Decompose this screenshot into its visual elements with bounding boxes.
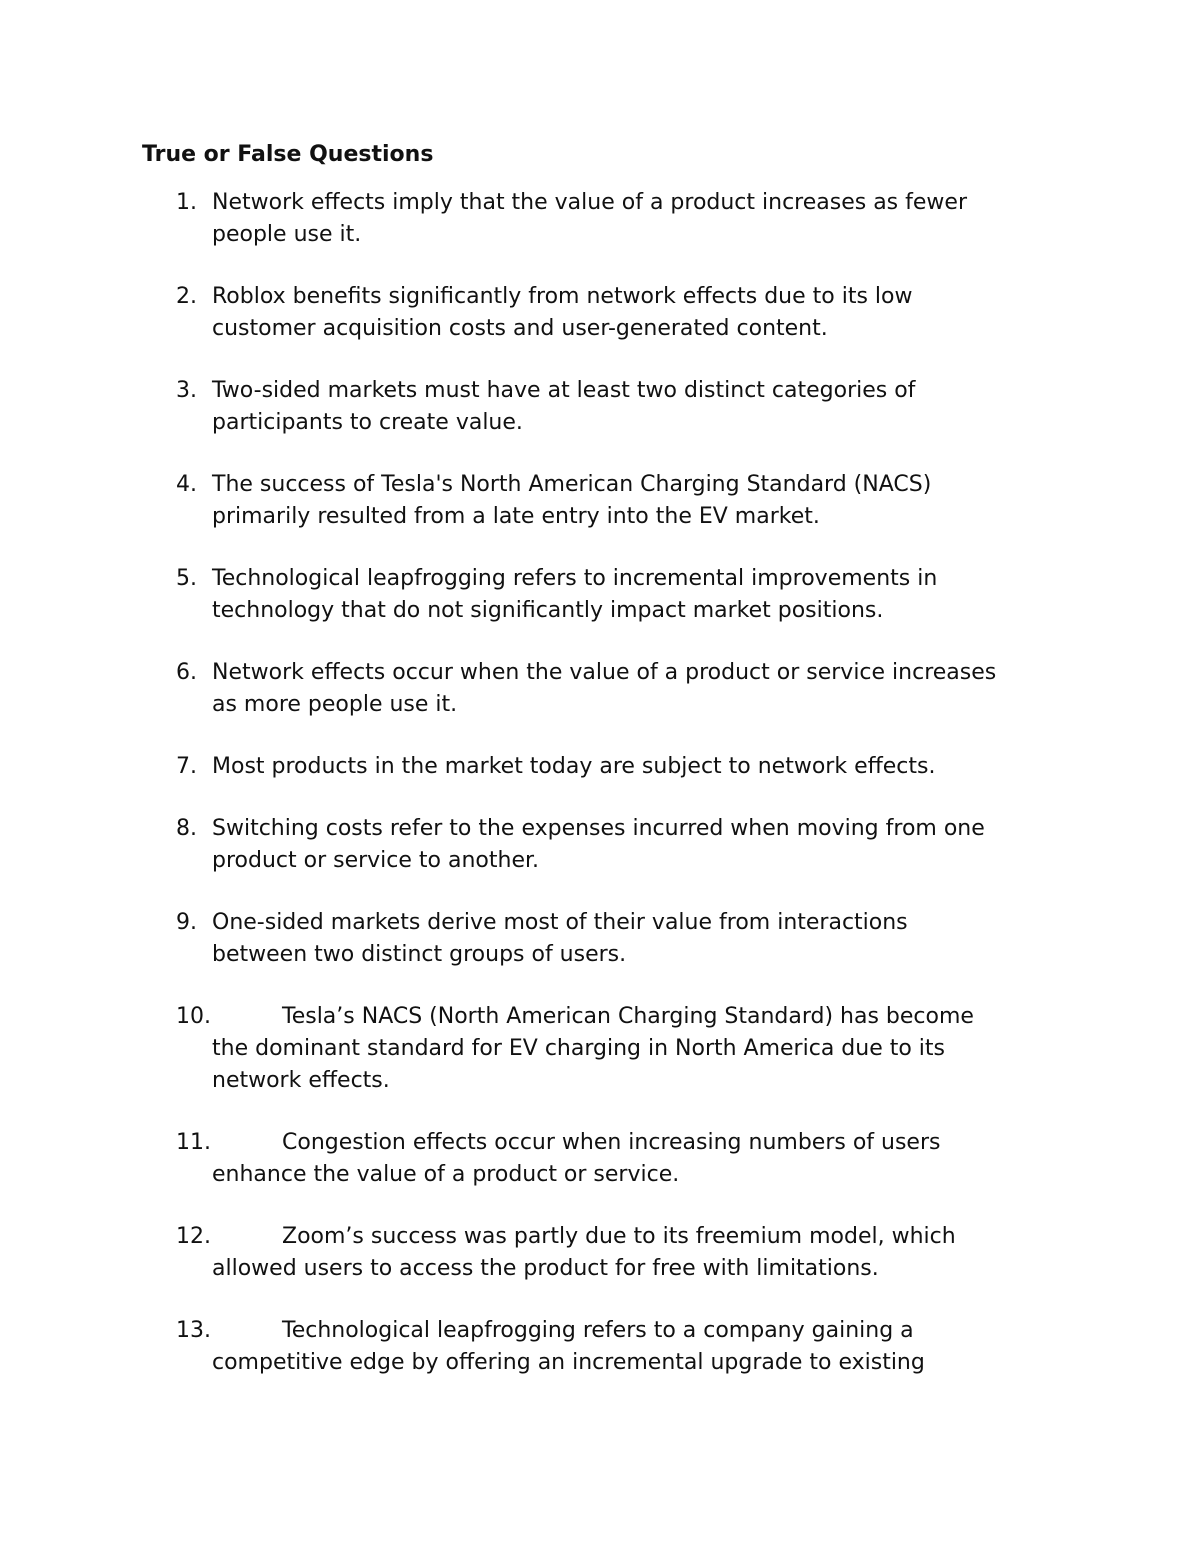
question-item — [0, 469, 1200, 533]
question-text-line: Technological leapfrogging refers to a company gaining a — [282, 1318, 914, 1343]
question-item — [0, 563, 1200, 627]
question-text-line: Most products in the market today are subject to network effects. — [212, 754, 936, 779]
question-text-line: between two distinct groups of users. — [212, 942, 627, 967]
question-text-line: competitive edge by offering an incremental upgrade to existing — [212, 1350, 925, 1375]
question-text — [212, 281, 1062, 345]
question-number: 10. — [176, 1004, 211, 1029]
question-text — [212, 751, 1062, 783]
question-text-line: Network effects imply that the value of a product increases as fewer — [212, 190, 967, 215]
question-text-line: participants to create value. — [212, 410, 523, 435]
question-text — [212, 563, 1062, 627]
question-text — [212, 813, 1062, 877]
question-text — [212, 1001, 1062, 1097]
question-text — [212, 907, 1062, 971]
question-text — [212, 1221, 1062, 1285]
question-number: 5. — [176, 566, 197, 591]
question-text-line: network effects. — [212, 1068, 390, 1093]
question-number: 4. — [176, 472, 197, 497]
question-text-line: Zoom’s success was partly due to its freemium model, which — [282, 1224, 956, 1249]
question-item — [0, 751, 1200, 783]
question-text-line: Two-sided markets must have at least two distinct categories of — [212, 378, 916, 403]
question-item — [0, 1001, 1200, 1097]
page-title: True or False Questions — [142, 142, 434, 167]
question-text — [212, 1315, 1062, 1379]
question-text-line: Switching costs refer to the expenses incurred when moving from one — [212, 816, 985, 841]
question-text-line: people use it. — [212, 222, 362, 247]
question-number: 13. — [176, 1318, 211, 1343]
question-text — [212, 469, 1062, 533]
question-number: 2. — [176, 284, 197, 309]
question-text-line: allowed users to access the product for free with limitations. — [212, 1256, 879, 1281]
question-item — [0, 1221, 1200, 1285]
question-number: 6. — [176, 660, 197, 685]
question-number: 7. — [176, 754, 197, 779]
question-text-line: One-sided markets derive most of their value from interactions — [212, 910, 908, 935]
question-text-line: product or service to another. — [212, 848, 539, 873]
question-text — [212, 375, 1062, 439]
question-text — [212, 657, 1062, 721]
question-text-line: Technological leapfrogging refers to incremental improvements in — [212, 566, 938, 591]
question-number: 12. — [176, 1224, 211, 1249]
question-text-line: customer acquisition costs and user-generated content. — [212, 316, 828, 341]
question-text-line: as more people use it. — [212, 692, 458, 717]
question-text — [212, 1127, 1062, 1191]
question-item — [0, 1127, 1200, 1191]
question-number: 9. — [176, 910, 197, 935]
question-number: 8. — [176, 816, 197, 841]
question-text-line: The success of Tesla's North American Charging Standard (NACS) — [212, 472, 932, 497]
question-number: 1. — [176, 190, 197, 215]
question-text — [212, 187, 1062, 251]
question-list — [0, 187, 1200, 1409]
question-number: 11. — [176, 1130, 211, 1155]
question-item — [0, 1315, 1200, 1379]
question-text-line: the dominant standard for EV charging in North America due to its — [212, 1036, 946, 1061]
question-text-line: Tesla’s NACS (North American Charging Standard) has become — [282, 1004, 974, 1029]
question-item — [0, 907, 1200, 971]
question-text-line: technology that do not significantly impact market positions. — [212, 598, 884, 623]
question-item — [0, 657, 1200, 721]
question-text-line: enhance the value of a product or service. — [212, 1162, 680, 1187]
question-text-line: Network effects occur when the value of a product or service increases — [212, 660, 997, 685]
question-item — [0, 281, 1200, 345]
question-number: 3. — [176, 378, 197, 403]
question-text-line: Congestion effects occur when increasing numbers of users — [282, 1130, 941, 1155]
question-text-line: Roblox benefits significantly from network effects due to its low — [212, 284, 913, 309]
question-item — [0, 187, 1200, 251]
question-text-line: primarily resulted from a late entry into the EV market. — [212, 504, 820, 529]
question-item — [0, 813, 1200, 877]
question-item — [0, 375, 1200, 439]
